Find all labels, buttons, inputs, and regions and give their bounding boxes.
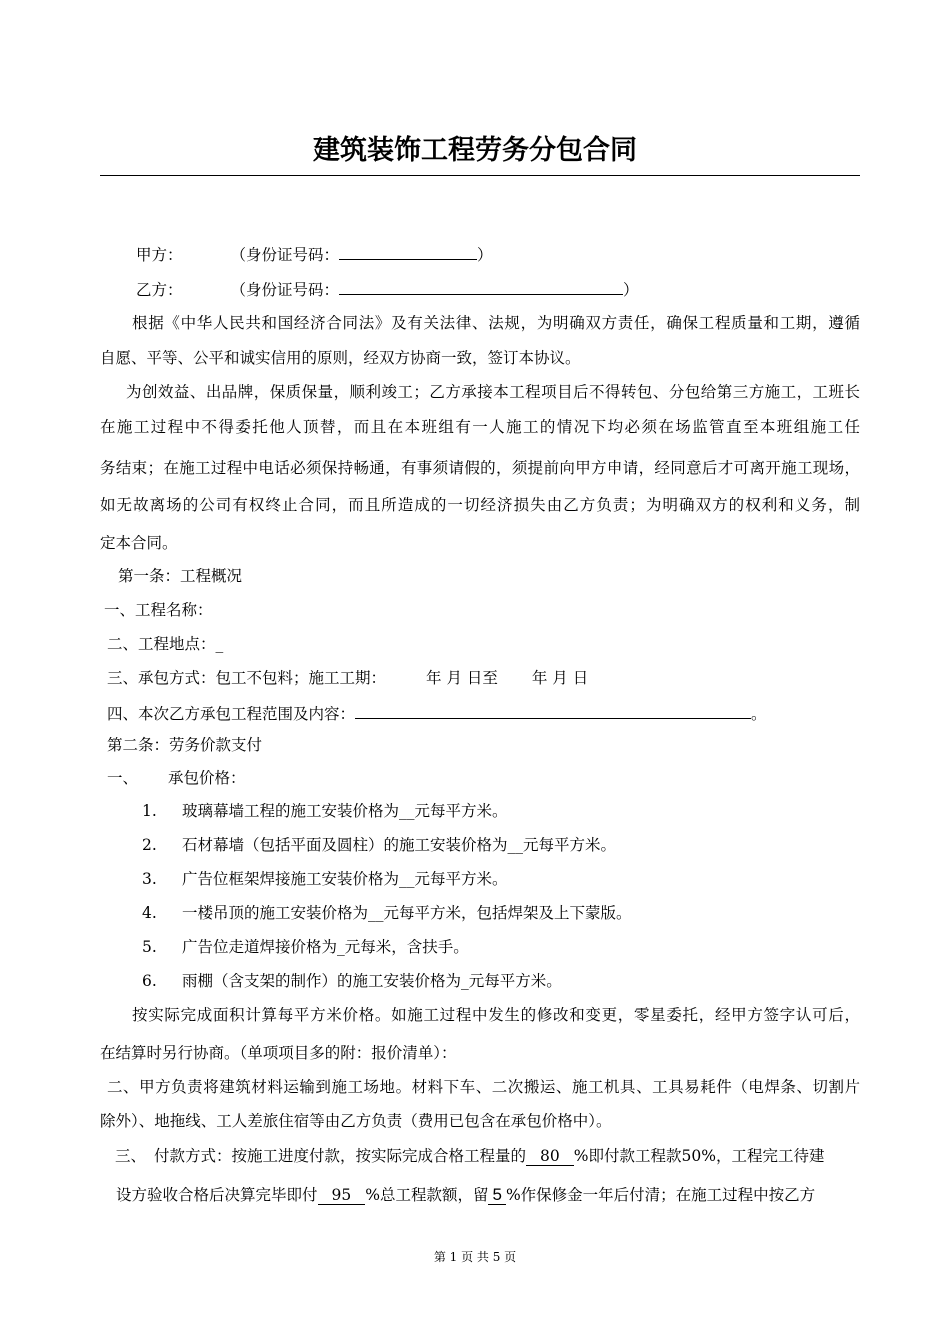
party-b-id-label: （身份证号码： (230, 281, 340, 299)
sub1-label: 承包价格： (168, 769, 246, 787)
party-b-line (136, 278, 896, 300)
sub3-percent-1: 80 (526, 1147, 574, 1166)
intro-p1-line2: 自愿、平等、公平和诚实信用的原则，经双方协商一致，签订本协议。 (100, 349, 581, 367)
party-b-id-blank (339, 278, 623, 295)
price-item (142, 801, 902, 821)
party-a-id-close: ） (477, 246, 493, 264)
article2-heading: 第二条：劳务价款支付 (107, 736, 263, 754)
item4-end: 。 (751, 705, 767, 723)
price-item (142, 869, 902, 889)
price-item (142, 903, 902, 923)
intro-p2-line1: 为创效益、出品牌，保质保量，顺利竣工；乙方承接本工程项目后不得转包、分包给第三方施工，工班长 (126, 383, 860, 401)
item3-start-date: 年 月 日至 (426, 669, 498, 687)
article2-sub2-line1: 二、甲方负责将建筑材料运输到施工场地。材料下车、二次搬运、施工机具、工具易耗件（电焊条、切割片 (107, 1078, 860, 1096)
price-item (142, 835, 902, 855)
sub3-percent-3: 5 (488, 1185, 505, 1205)
sub3-text-b: %即付款工程款50%，工程完工待建 (573, 1147, 825, 1165)
item4-blank (355, 702, 751, 719)
price-item-num: 1. (142, 802, 157, 820)
price-item (142, 937, 902, 957)
price-item-text: 石材幕墙（包括平面及圆柱）的施工安装价格为__元每平方米。 (182, 836, 617, 854)
price-item-text: 广告位框架焊接施工安装价格为__元每平方米。 (182, 870, 508, 888)
price-item-num: 2. (142, 836, 157, 854)
price-note-line2: 在结算时另行协商。（单项项目多的附：报价清单）： (100, 1044, 457, 1062)
document-title: 建筑装饰工程劳务分包合同 (313, 135, 637, 166)
party-b-label: 乙方： (136, 281, 183, 299)
article1-item4 (107, 702, 867, 724)
price-item-num: 4. (142, 904, 157, 922)
intro-p2-line4: 如无故离场的公司有权终止合同，而且所造成的一切经济损失由乙方负责；为明确双方的权利和义务，制 (100, 496, 860, 514)
price-item-num: 3. (142, 870, 157, 888)
article1-heading: 第一条：工程概况 (118, 567, 243, 585)
party-a-label: 甲方： (136, 246, 183, 264)
sub3-text-d: %总工程款额，留 (365, 1186, 489, 1204)
article2-sub2-line2: 除外）、地拖线、工人差旅住宿等由乙方负责（费用已包含在承包价格中）。 (100, 1112, 612, 1130)
page-footer: 第 1 页 共 5 页 (433, 1250, 517, 1264)
article2-sub1 (107, 768, 867, 788)
price-item-num: 6. (142, 972, 157, 990)
sub3-num: 三、 (115, 1147, 147, 1165)
article2-sub3-line2 (116, 1185, 876, 1205)
article1-item2: 二、工程地点：_ (107, 635, 224, 653)
article2-sub3-line1 (115, 1146, 875, 1166)
sub3-text-a: 付款方式：按施工进度付款，按实际完成合格工程量的 (154, 1147, 527, 1165)
party-a-id-label: （身份证号码： (230, 246, 340, 264)
price-note-line1: 按实际完成面积计算每平方米价格。如施工过程中发生的修改和变更，零星委托，经甲方签字认可后， (132, 1006, 860, 1024)
item3-method: 三、承包方式：包工不包料；施工工期： (107, 669, 387, 687)
title-rule (100, 175, 860, 176)
price-item-text: 一楼吊顶的施工安装价格为__元每平方米，包括焊架及上下蒙版。 (182, 904, 632, 922)
item3-end-date: 年 月 日 (531, 669, 589, 687)
price-item-text: 广告位走道焊接价格为_元每米，含扶手。 (182, 938, 469, 956)
price-item (142, 971, 902, 991)
party-a-line (136, 243, 896, 265)
intro-p2-line2: 在施工过程中不得委托他人顶替，而且在本班组有一人施工的情况下均必须在场监管直至本班组施工任 (100, 418, 860, 436)
intro-p1-line1: 根据《中华人民共和国经济合同法》及有关法律、法规，为明确双方责任，确保工程质量和工期，遵循 (132, 314, 860, 332)
price-item-num: 5. (142, 938, 157, 956)
price-item-text: 雨棚（含支架的制作）的施工安装价格为_元每平方米。 (182, 972, 562, 990)
intro-p2-line3: 务结束；在施工过程中电话必须保持畅通，有事须请假的，须提前向甲方申请，经同意后才可离开施工现场， (100, 459, 860, 477)
sub3-text-e: %作保修金一年后付清；在施工过程中按乙方 (505, 1186, 816, 1204)
intro-p2-line5: 定本合同。 (100, 534, 178, 552)
price-item-text: 玻璃幕墙工程的施工安装价格为__元每平方米。 (182, 802, 508, 820)
party-a-id-blank (339, 243, 477, 260)
sub1-num: 一、 (107, 769, 139, 787)
party-b-id-close: ） (623, 281, 639, 299)
item4-label: 四、本次乙方承包工程范围及内容： (107, 705, 356, 723)
sub3-text-c: 设方验收合格后决算完毕即付 (116, 1186, 318, 1204)
sub3-percent-2: 95 (318, 1186, 366, 1205)
article1-item3 (107, 668, 867, 688)
article1-item1: 一、工程名称： (104, 601, 213, 619)
